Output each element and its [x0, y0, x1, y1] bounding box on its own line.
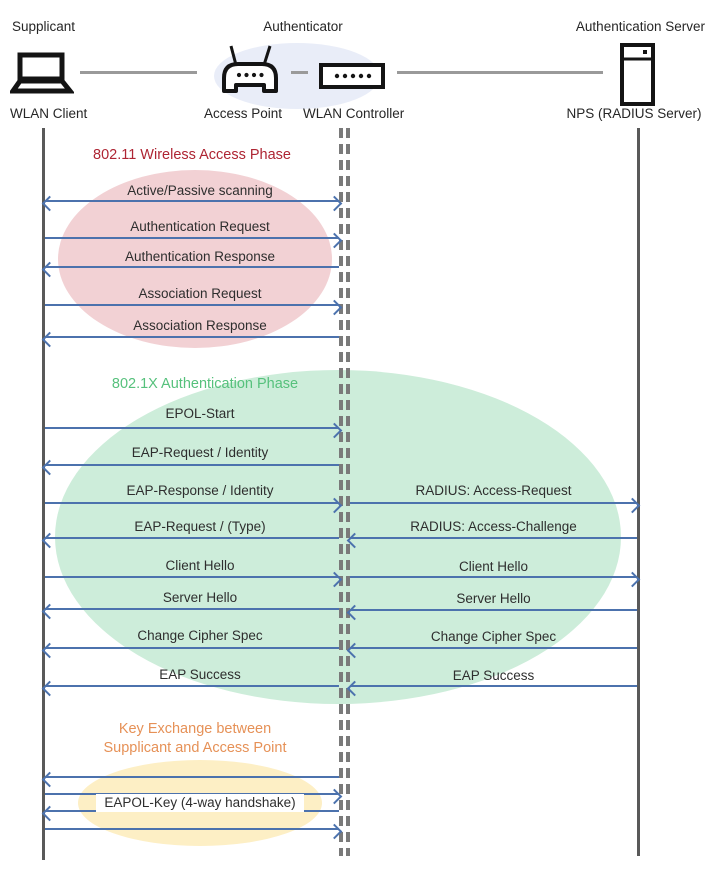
- msg-server-hello-right-label: Server Hello: [456, 591, 531, 606]
- phase-80211-title: 802.11 Wireless Access Phase: [93, 147, 291, 163]
- msg-eap-response-identity-arrow: [45, 502, 339, 504]
- phase-key-exchange-title-line1: Key Exchange between: [118, 721, 272, 737]
- msg-radius-access-challenge-label: RADIUS: Access-Challenge: [410, 519, 577, 534]
- device-access-point-label: Access Point: [203, 106, 283, 121]
- msg-server-hello-left-label: Server Hello: [162, 590, 238, 605]
- msg-eap-request-type-arrow: [45, 537, 339, 539]
- msg-client-hello-right-label: Client Hello: [458, 559, 529, 574]
- role-auth-server-label: Authentication Server: [575, 19, 705, 34]
- msg-eap-request-type-label: EAP-Request / (Type): [134, 519, 266, 534]
- msg-eap-request-identity-label: EAP-Request / Identity: [131, 445, 269, 460]
- msg-epol-start-arrow: [45, 427, 339, 429]
- msg-eap-response-identity-label: EAP-Response / Identity: [126, 483, 274, 498]
- msg-assoc-request-label: Association Request: [138, 286, 262, 301]
- device-nps-label: NPS (RADIUS Server): [566, 106, 702, 121]
- msg-epol-start-label: EPOL-Start: [165, 406, 235, 421]
- connector-client-ap: [80, 71, 197, 74]
- server-icon: [619, 43, 657, 107]
- msg-server-hello-left-arrow: [45, 608, 339, 610]
- role-authenticator-label: Authenticator: [263, 19, 343, 34]
- msg-auth-request-label: Authentication Request: [130, 219, 270, 234]
- msg-change-cipher-left-arrow: [45, 647, 339, 649]
- phase-key-exchange-title: [60, 720, 330, 758]
- msg-auth-request-arrow: [45, 237, 339, 239]
- msg-eap-success-left-label: EAP Success: [159, 667, 241, 682]
- msg-client-hello-right-arrow: [350, 576, 637, 578]
- lifeline-auth-server: [637, 128, 640, 856]
- msg-eapol-key-arrow-1: [45, 776, 339, 778]
- msg-client-hello-left-arrow: [45, 576, 339, 578]
- msg-client-hello-left-label: Client Hello: [165, 558, 235, 573]
- phase-key-exchange-title-line2: Supplicant and Access Point: [103, 740, 287, 756]
- msg-change-cipher-left-label: Change Cipher Spec: [137, 628, 263, 643]
- msg-assoc-response-arrow: [45, 336, 339, 338]
- msg-eap-success-left-arrow: [45, 685, 339, 687]
- role-supplicant-label: Supplicant: [12, 19, 76, 34]
- msg-server-hello-right-arrow: [350, 609, 637, 611]
- laptop-icon: [10, 52, 74, 96]
- device-wlan-client-label: WLAN Client: [10, 106, 88, 121]
- msg-auth-response-arrow: [45, 266, 339, 268]
- msg-eapol-key-arrow-4: [45, 828, 339, 830]
- msg-eapol-key-label: EAPOL-Key (4-way handshake): [96, 794, 303, 812]
- access-point-icon: [219, 44, 281, 94]
- msg-radius-access-request-label: RADIUS: Access-Request: [415, 483, 572, 498]
- connector-ap-controller: [291, 71, 308, 74]
- msg-scanning-arrow: [45, 200, 339, 202]
- wlan-controller-icon: [319, 63, 385, 89]
- msg-scanning-label: Active/Passive scanning: [127, 183, 273, 198]
- connector-controller-server: [397, 71, 603, 74]
- msg-eap-success-right-arrow: [350, 685, 637, 687]
- msg-radius-access-request-arrow: [350, 502, 637, 504]
- msg-eap-request-identity-arrow: [45, 464, 339, 466]
- msg-assoc-request-arrow: [45, 304, 339, 306]
- msg-radius-access-challenge-arrow: [350, 537, 637, 539]
- msg-eapol-key-label-row: [45, 794, 355, 812]
- msg-auth-response-label: Authentication Response: [124, 249, 276, 264]
- msg-change-cipher-right-arrow: [350, 647, 637, 649]
- msg-change-cipher-right-label: Change Cipher Spec: [430, 629, 557, 644]
- phase-8021x-title: 802.1X Authentication Phase: [111, 376, 299, 392]
- device-wlan-controller-label: WLAN Controller: [303, 106, 405, 121]
- msg-eap-success-right-label: EAP Success: [452, 668, 535, 683]
- msg-assoc-response-label: Association Response: [133, 318, 267, 333]
